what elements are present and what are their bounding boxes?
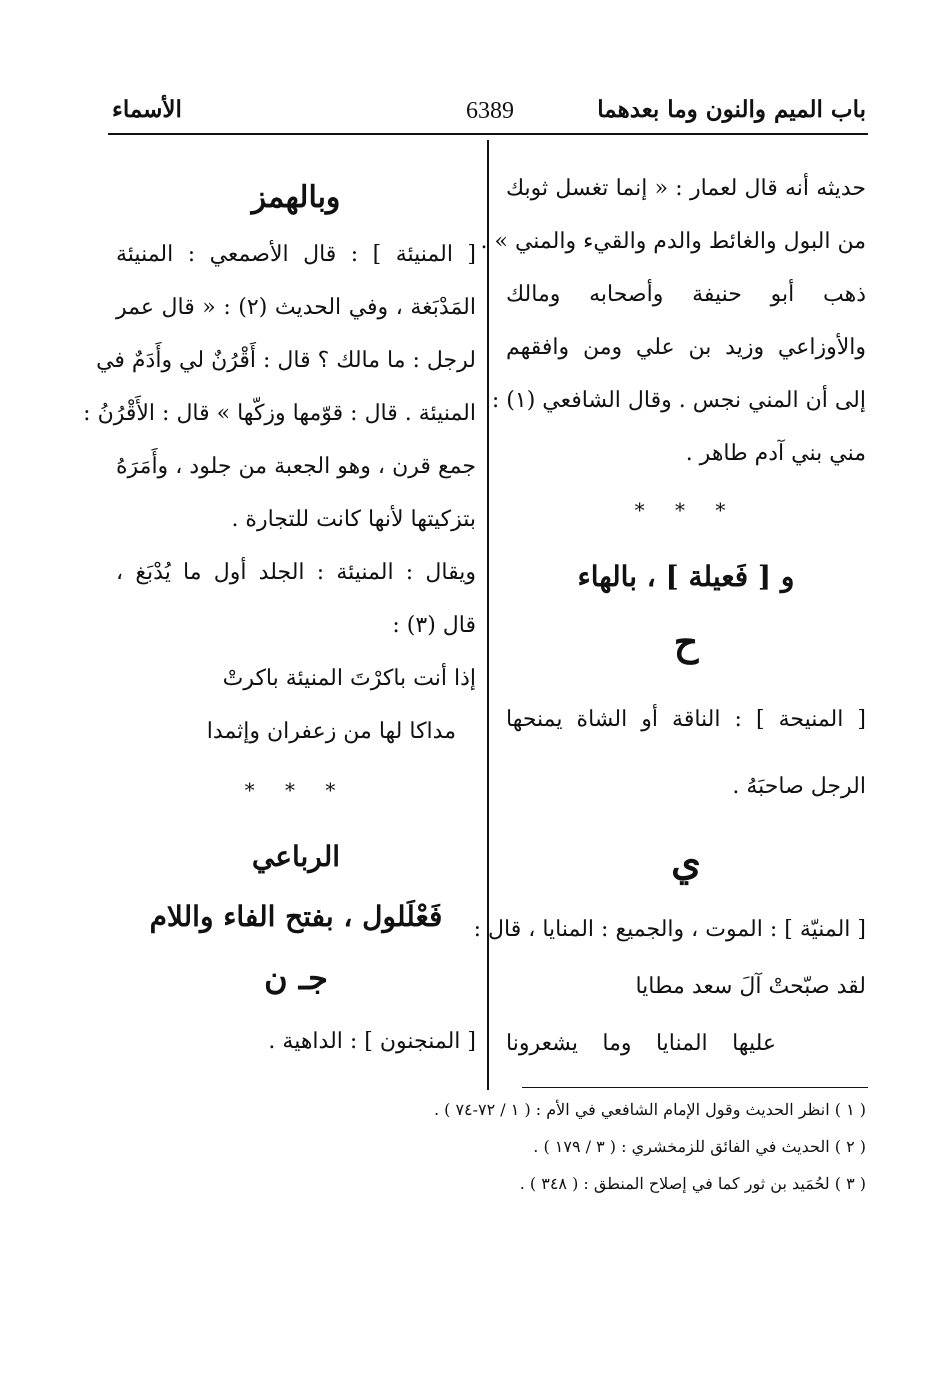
text-line: قال (٣) : [392,613,476,638]
section-separator: * * * [634,498,738,522]
footnote: ( ٣ ) لحُمَيد بن ثور كما في إصلاح المنطق : ( ٣٤٨ ) . [519,1174,866,1193]
running-title-left: الأسماء [112,96,182,123]
left-column [83,160,476,1068]
text-line: الرجل صاحبَهُ . [732,774,866,799]
text-line: حديثه أنه قال لعمار : « إنما تغسل ثوبك [506,176,866,201]
text-line: بتزكيتها لأنها كانت للتجارة . [231,507,476,532]
text-line: [ المنيّة ] : الموت ، والجميع : المنايا ، قال : [473,917,866,942]
text-line: ذهب أبو حنيفة وأصحابه ومالك [506,282,866,307]
running-title-right: باب الميم والنون وما بعدهما [597,96,866,123]
text-line: [ المنيحة ] : الناقة أو الشاة يمنحها [506,707,866,732]
text-line: من البول والغائط والدم والقيء والمني » . [480,229,866,254]
footnote-rule [522,1087,868,1088]
text-line: مني بني آدم طاهر . [685,441,866,466]
text-line: ويقال : المنيئة : الجلد أول ما يُدْبَغ ، [116,560,476,585]
verse-line: إذا أنت باكرْتَ المنيئة باكرتْ [222,666,476,691]
text-line: لرجل : ما مالك ؟ قال : أَقْرُنٌ لي وأَدَمٌ في [96,348,476,373]
section-heading: الرباعي [251,840,341,873]
text-line: والأوزاعي وزيد بن علي ومن وافقهم [506,335,866,360]
section-heading: جـ ن [264,959,328,997]
text-line: جمع قرن ، وهو الجعبة من جلود ، وأَمَرَهُ [116,454,476,479]
text-line: [ المنجنون ] : الداهية . [268,1029,476,1054]
text-line: المَدْبَغة ، وفي الحديث (٢) : « قال عمر [116,295,476,320]
letter-heading: ح [673,619,699,664]
header-rule [108,133,868,135]
verse-line: لقد صبّحتْ آلَ سعد مطايا [635,974,866,999]
verse-line: عليها المنايا وما يشعرونا [506,1031,776,1056]
text-line: المنيئة . قال : قوّمها وزكّها » قال : الأَقْرُنُ : [83,401,476,426]
section-heading: فَعْلَلول ، بفتح الفاء واللام [149,900,443,933]
section-separator: * * * [244,778,348,802]
text-line: [ المنيئة ] : قال الأصمعي : المنيئة [116,242,476,267]
letter-heading: ي [671,839,701,884]
text-line: إلى أن المني نجس . وقال الشافعي (١) : [491,388,866,413]
verse-line: مداكا لها من زعفران وإثمدا [206,719,456,744]
section-heading: وبالهمز [251,180,341,215]
footnote: ( ٢ ) الحديث في الفائق للزمخشري : ( ٣ / ١٧٩ ) . [533,1137,866,1156]
footnote: ( ١ ) انظر الحديث وقول الإمام الشافعي في الأم : ( ١ / ٧٢-٧٤ ) . [433,1100,866,1119]
right-column [473,160,866,1070]
section-heading: و [ فَعيلة ] ، بالهاء [577,560,795,593]
page-number: 6389 [466,98,514,124]
